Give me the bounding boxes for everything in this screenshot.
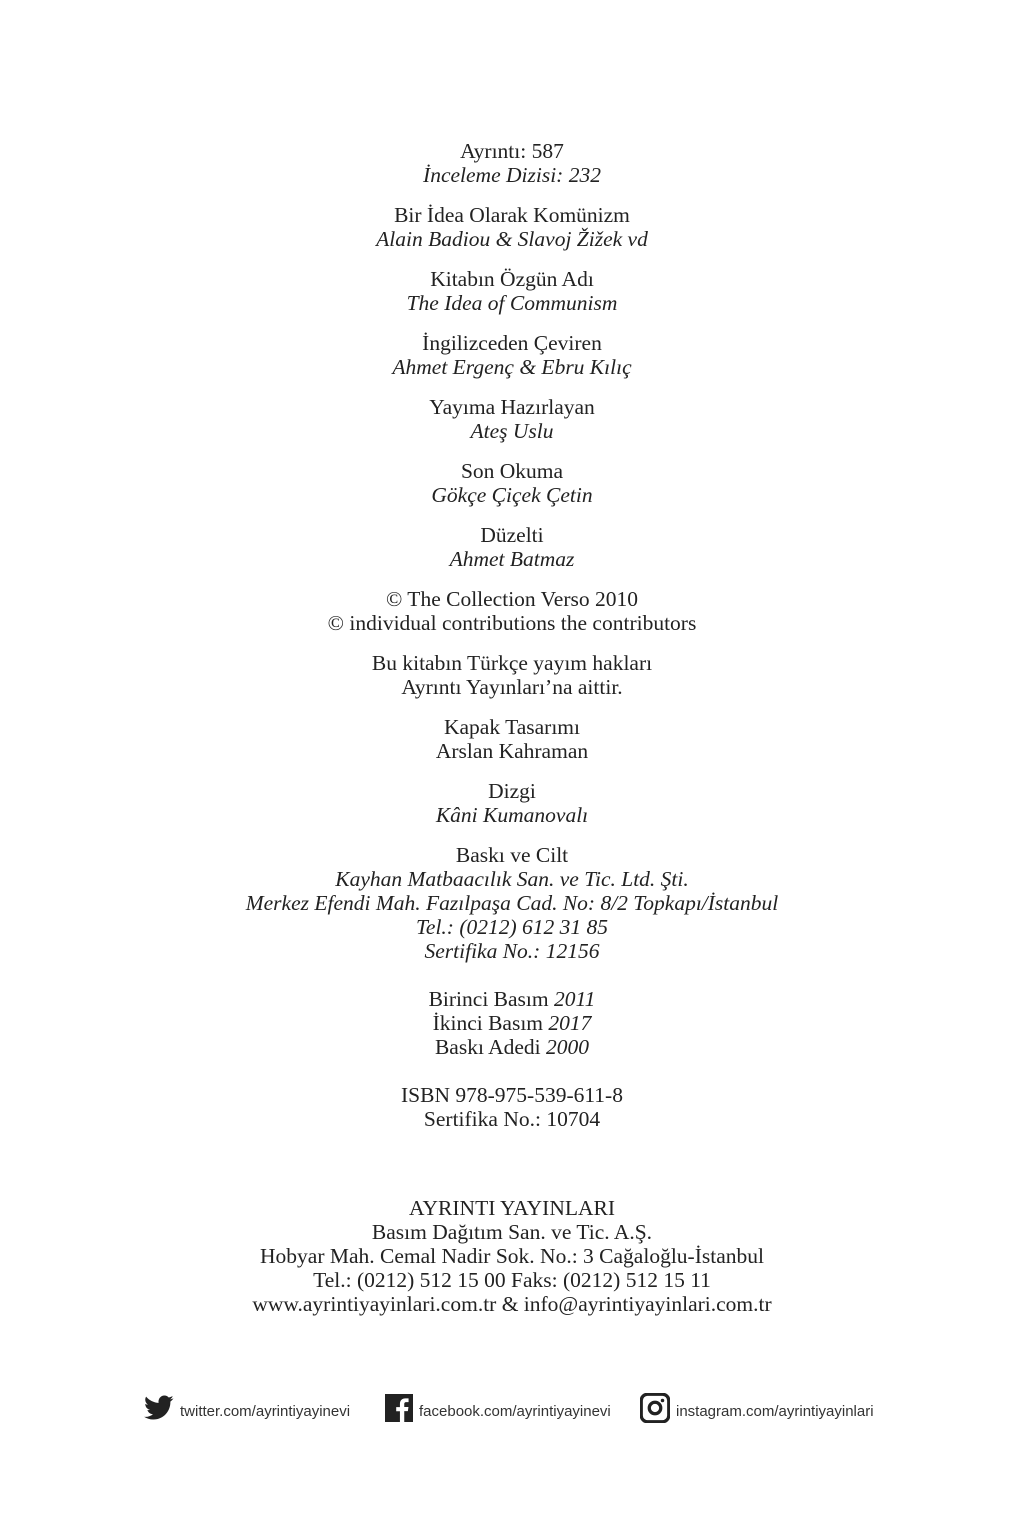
edition-value: 2011 [554,987,596,1011]
translators-value: Ahmet Ergenç & Ebru Kılıç [392,355,632,379]
instagram-link[interactable] [640,1388,874,1428]
printing-label: Baskı ve Cilt [455,843,569,867]
isbn-block [0,1083,1024,1131]
edition-value: 2017 [548,1011,592,1035]
publisher-phone: Tel.: (0212) 512 15 00 Faks: (0212) 512 15 11 [313,1268,711,1292]
typesetting-block [0,779,1024,827]
rights-line: Ayrıntı Yayınları’na aittir. [401,675,623,699]
final-reading-label: Son Okuma [460,459,564,483]
proofreading-value: Ahmet Batmaz [449,547,575,571]
colophon [0,139,1024,1131]
twitter-link[interactable] [144,1388,350,1428]
facebook-icon [385,1394,413,1422]
printing-line: Sertifika No.: 12156 [424,939,600,963]
edition-label: Baskı Adedi [434,1035,541,1059]
copyright-line: © individual contributions the contributors [327,611,697,635]
facebook-link[interactable] [385,1388,611,1428]
original-title-block [0,267,1024,315]
translators-block [0,331,1024,379]
edition-label: Birinci Basım [428,987,549,1011]
book-title: Bir İdea Olarak Komünizm [394,203,630,227]
series-sub: İnceleme Dizisi: 232 [423,163,601,187]
typesetting-value: Kâni Kumanovalı [435,803,589,827]
editor-value: Ateş Uslu [470,419,554,443]
edition-line [0,987,1024,1011]
cover-design-label: Kapak Tasarımı [443,715,580,739]
social-links [0,1388,1024,1428]
twitter-icon [144,1395,174,1421]
edition-line [0,1011,1024,1035]
isbn: ISBN 978-975-539-611-8 [401,1083,623,1107]
editor-block [0,395,1024,443]
facebook-text[interactable]: facebook.com/ayrintiyayinevi [419,1402,611,1420]
translators-label: İngilizceden Çeviren [422,331,602,355]
cover-design-block [0,715,1024,763]
publisher-block [0,1196,1024,1316]
rights-line: Bu kitabın Türkçe yayım hakları [371,651,653,675]
rights-block [0,651,1024,699]
final-reading-block [0,459,1024,507]
cover-design-value: Arslan Kahraman [435,739,589,763]
publisher-company: Basım Dağıtım San. ve Tic. A.Ş. [371,1220,653,1244]
original-title-label: Kitabın Özgün Adı [430,267,594,291]
printing-line: Kayhan Matbaacılık San. ve Tic. Ltd. Şti. [335,867,689,891]
original-title-value: The Idea of Communism [406,291,618,315]
book-authors: Alain Badiou & Slavoj Žižek vd [376,227,648,251]
editor-label: Yayıma Hazırlayan [429,395,595,419]
typesetting-label: Dizgi [488,779,536,803]
publisher-name: AYRINTI YAYINLARI [408,1196,616,1220]
editions-block [0,987,1024,1059]
printing-block [0,843,1024,963]
series-block [0,139,1024,187]
twitter-text[interactable]: twitter.com/ayrintiyayinevi [180,1402,351,1420]
printing-line: Tel.: (0212) 612 31 85 [415,915,609,939]
certificate: Sertifika No.: 10704 [423,1107,601,1131]
publisher-address: Hobyar Mah. Cemal Nadir Sok. No.: 3 Cağaloğlu-İstanbul [260,1244,764,1268]
edition-line [0,1035,1024,1059]
instagram-icon [640,1393,670,1423]
printing-line: Merkez Efendi Mah. Fazılpaşa Cad. No: 8/2 Topkapı/İstanbul [245,891,779,915]
proofreading-block [0,523,1024,571]
publisher-web[interactable]: www.ayrintiyayinlari.com.tr & info@ayrintiyayinlari.com.tr [252,1292,772,1316]
series-number: Ayrıntı: 587 [460,139,564,163]
final-reading-value: Gökçe Çiçek Çetin [431,483,593,507]
edition-value: 2000 [546,1035,590,1059]
title-block [0,203,1024,251]
edition-label: İkinci Basım [432,1011,544,1035]
instagram-text[interactable]: instagram.com/ayrintiyayinlari [676,1402,874,1420]
proofreading-label: Düzelti [480,523,544,547]
copyright-block [0,587,1024,635]
copyright-line: © The Collection Verso 2010 [385,587,639,611]
